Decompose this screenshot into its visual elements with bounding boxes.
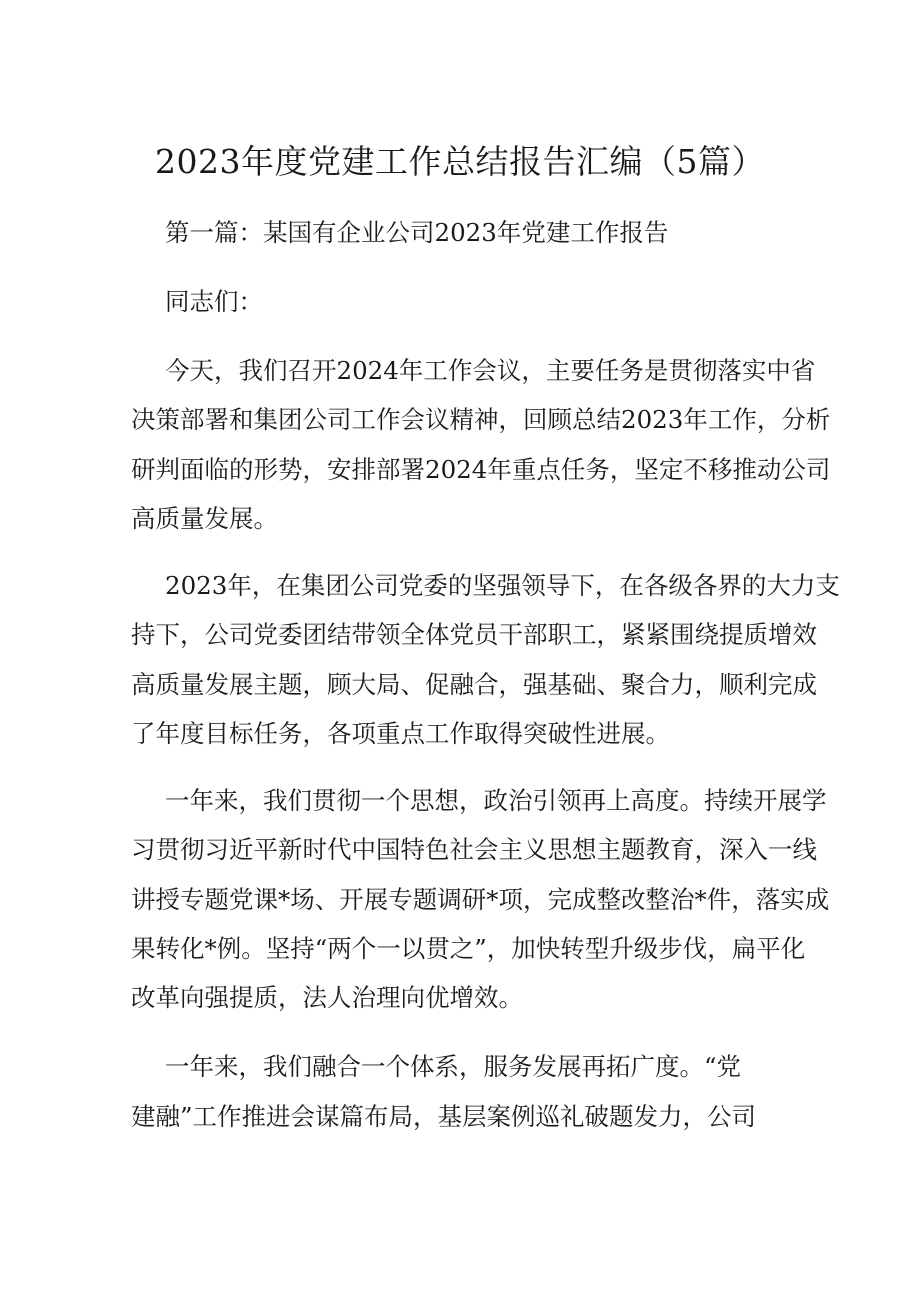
salutation: 同志们： bbox=[165, 287, 263, 316]
paragraph-line: 研判面临的形势，安排部署2024年重点任务，坚定不移推动公司 bbox=[131, 455, 831, 484]
paragraph-line: 决策部署和集团公司工作会议精神，回顾总结2023年工作，分析 bbox=[131, 405, 831, 434]
paragraph-line: 高质量发展。 bbox=[131, 504, 278, 533]
paragraph-line: 持下，公司党委团结带领全体党员干部职工，紧紧围绕提质增效 bbox=[131, 620, 817, 649]
paragraph-line: 一年来，我们贯彻一个思想，政治引领再上高度。持续开展学 bbox=[165, 786, 827, 815]
paragraph-line: 2023年，在集团公司党委的坚强领导下，在各级各界的大力支 bbox=[165, 571, 840, 600]
paragraph-line: 今天，我们召开2024年工作会议，主要任务是贯彻落实中省 bbox=[165, 356, 816, 385]
document-title: 2023年度党建工作总结报告汇编（5篇） bbox=[155, 142, 765, 181]
paragraph-line: 果转化*例。坚持“两个一以贯之”，加快转型升级步伐，扁平化 bbox=[131, 934, 806, 963]
paragraph-line: 一年来，我们融合一个体系，服务发展再拓广度。“党 bbox=[165, 1052, 742, 1081]
paragraph-line: 改革向强提质，法人治理向优增效。 bbox=[131, 983, 523, 1012]
paragraph-line: 建融”工作推进会谋篇布局，基层案例巡礼破题发力，公司 bbox=[131, 1102, 757, 1131]
paragraph-line: 高质量发展主题，顾大局、促融合，强基础、聚合力，顺利完成 bbox=[131, 670, 817, 699]
paragraph-line: 习贯彻习近平新时代中国特色社会主义思想主题教育，深入一线 bbox=[131, 835, 817, 864]
paragraph-line: 讲授专题党课*场、开展专题调研*项，完成整改整治*件，落实成 bbox=[131, 885, 830, 914]
section-subtitle: 第一篇：某国有企业公司2023年党建工作报告 bbox=[165, 218, 669, 247]
paragraph-line: 了年度目标任务，各项重点工作取得突破性进展。 bbox=[131, 719, 670, 748]
